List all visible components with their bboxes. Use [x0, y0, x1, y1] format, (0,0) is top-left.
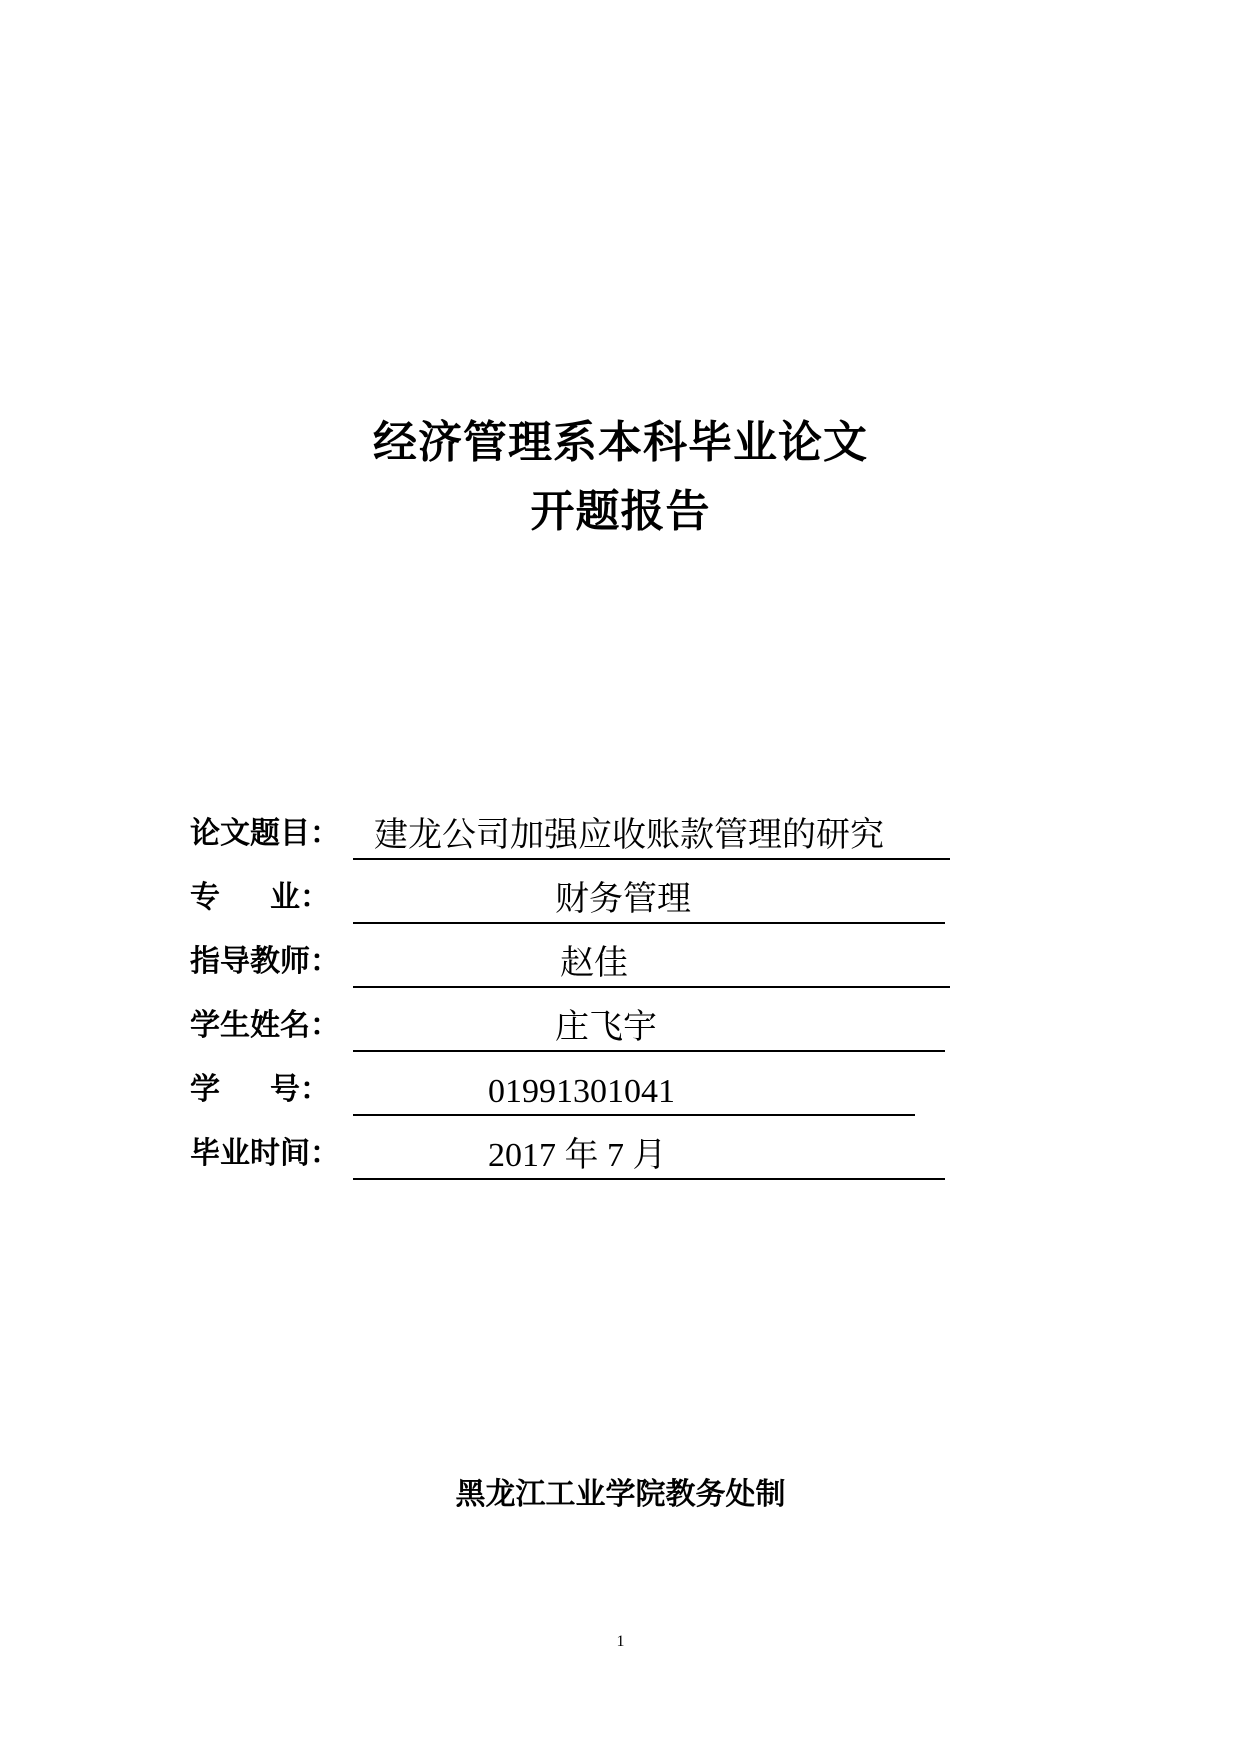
student-id-label-char1: 学 — [190, 1072, 220, 1107]
thesis-title-value: 建龙公司加强应收账款管理的研究 — [374, 817, 884, 854]
student-name-label: 学生姓名： — [190, 1008, 340, 1043]
student-id-label-char2: 号： — [270, 1072, 330, 1107]
major-label-char1: 专 — [190, 880, 220, 915]
thesis-title-underline — [353, 858, 950, 860]
page-title: 经济管理系本科毕业论文 — [373, 417, 868, 468]
page-subtitle: 开题报告 — [530, 486, 711, 537]
student-id-value: 01991301041 — [488, 1073, 675, 1110]
advisor-field — [190, 938, 970, 988]
page-number: 1 — [616, 1633, 625, 1650]
major-underline — [353, 922, 945, 924]
student-name-value: 庄飞宇 — [555, 1009, 657, 1046]
student-id-underline — [353, 1114, 915, 1116]
student-id-label — [190, 1072, 330, 1108]
issuer-footer: 黑龙江工业学院教务处制 — [455, 1477, 786, 1512]
graduation-time-label: 毕业时间： — [190, 1136, 340, 1171]
student-name-underline — [353, 1050, 945, 1052]
graduation-time-field — [190, 1130, 970, 1180]
major-value: 财务管理 — [555, 881, 691, 918]
thesis-title-label: 论文题目： — [190, 816, 340, 851]
advisor-underline — [353, 986, 950, 988]
advisor-label: 指导教师： — [190, 944, 340, 979]
major-field — [190, 874, 970, 924]
major-label-char2: 业： — [270, 880, 330, 915]
student-id-field — [190, 1066, 970, 1116]
graduation-time-value: 2017 年 7 月 — [488, 1137, 667, 1174]
graduation-time-underline — [353, 1178, 945, 1180]
advisor-value: 赵佳 — [560, 945, 628, 982]
thesis-title-field — [190, 810, 970, 860]
student-name-field — [190, 1002, 970, 1052]
major-label — [190, 880, 330, 916]
